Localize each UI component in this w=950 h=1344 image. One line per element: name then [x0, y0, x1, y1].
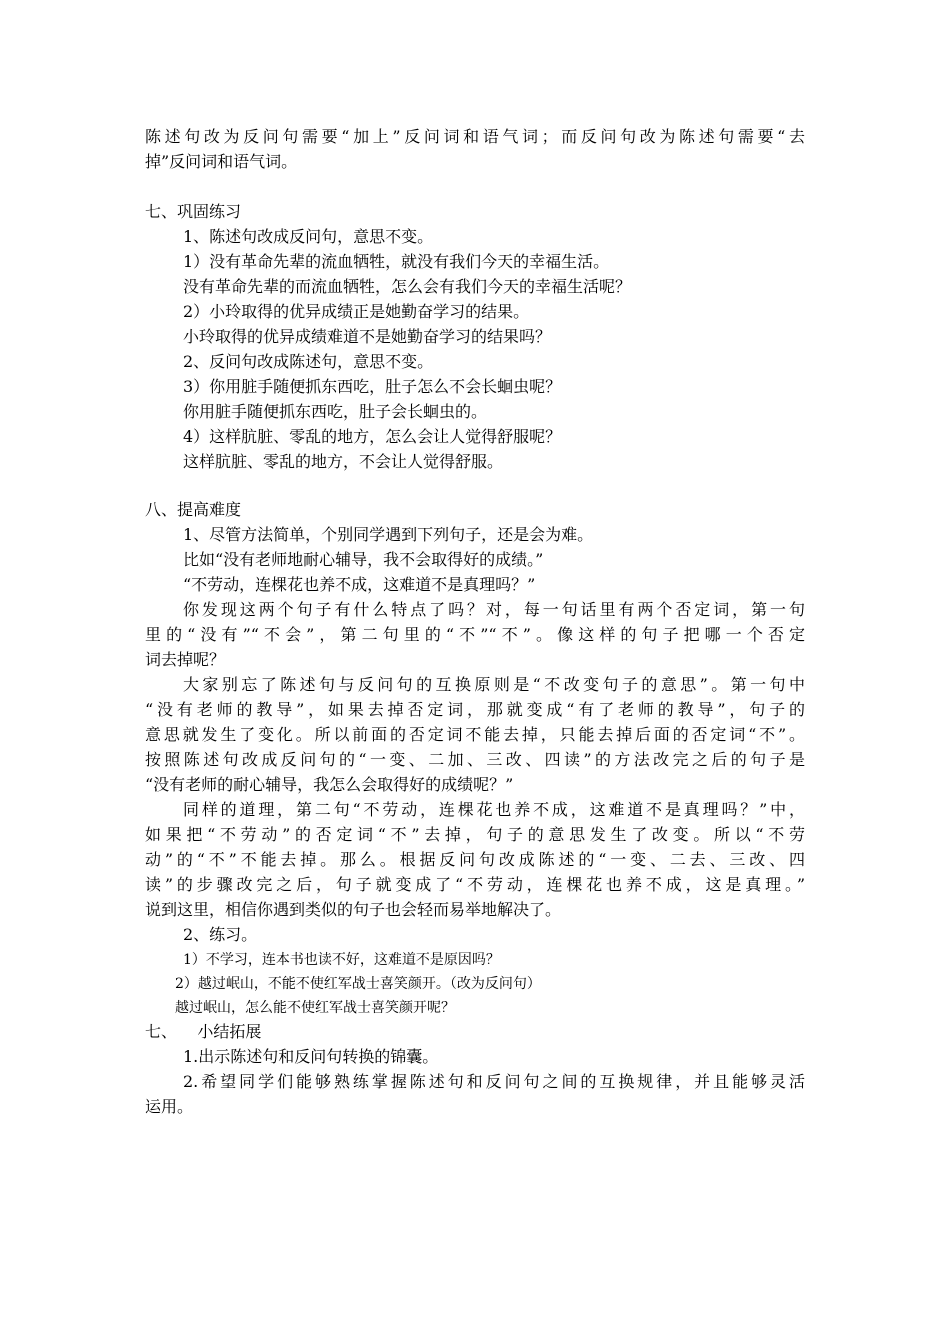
practice-q1: 1）不学习，连本书也读不好，这难道不是原因吗？: [183, 952, 500, 968]
exercise-1-heading: 1、陈述句改成反问句，意思不变。: [183, 227, 434, 246]
paragraph-2-line-5: “没有老师的耐心辅导，我怎么会取得好的成绩呢？”: [145, 775, 514, 794]
exercise-1-a1: 没有革命先辈的而流血牺牲，怎么会有我们今天的幸福生活呢？: [183, 277, 632, 296]
difficulty-example-1: 比如“没有老师地耐心辅导，我不会取得好的成绩。”: [183, 550, 544, 569]
paragraph-3-line-2: 如果把“不劳动”的否定词“不”去掉，句子的意思发生了改变。所以“不劳: [145, 825, 805, 844]
paragraph-2-line-4: 按照陈述句改成反问句的“一变、二加、三改、四读”的方法改完之后的句子是: [145, 750, 805, 769]
exercise-2-q4: 4）这样肮脏、零乱的地方，怎么会让人觉得舒服呢？: [183, 427, 562, 446]
paragraph-1-line-1: 你发现这两个句子有什么特点了吗？对，每一句话里有两个否定词，第一句: [183, 600, 805, 619]
exercise-1-a2: 小玲取得的优异成绩难道不是她勤奋学习的结果吗？: [183, 327, 552, 346]
exercise-2-heading: 2、反问句改成陈述句，意思不变。: [183, 352, 434, 371]
summary-point-2-line-1: 2.希望同学们能够熟练掌握陈述句和反问句之间的互换规律，并且能够灵活: [183, 1072, 805, 1091]
difficulty-example-2: “不劳动，连棵花也养不成，这难道不是真理吗？”: [183, 575, 536, 594]
difficulty-intro: 1、尽管方法简单，个别同学遇到下列句子，还是会为难。: [183, 525, 594, 544]
practice-a2: 越过岷山，怎么能不使红军战士喜笑颜开呢？: [175, 1000, 455, 1016]
exercise-2-a3: 你用脏手随便抓东西吃，肚子会长蛔虫的。: [183, 402, 488, 421]
section-heading-summary: 七、 小结拓展: [145, 1022, 262, 1041]
paragraph-2-line-1: 大家别忘了陈述句与反问句的互换原则是“不改变句子的意思”。第一句中: [183, 675, 805, 694]
practice-heading: 2、练习。: [183, 925, 258, 944]
intro-line-1: 陈述句改为反问句需要“加上”反问词和语气词；而反问句改为陈述句需要“去: [145, 127, 805, 146]
section-heading-difficulty: 八、提高难度: [145, 500, 242, 519]
exercise-1-q1: 1）没有革命先辈的流血牺牲，就没有我们今天的幸福生活。: [183, 252, 610, 271]
exercise-1-q2: 2）小玲取得的优异成绩正是她勤奋学习的结果。: [183, 302, 530, 321]
section-heading-consolidate: 七、巩固练习: [145, 202, 242, 221]
paragraph-2-line-2: “没有老师的教导”，如果去掉否定词，那就变成“有了老师的教导”，句子的: [145, 700, 805, 719]
summary-point-1: 1.出示陈述句和反问句转换的锦囊。: [183, 1047, 439, 1066]
intro-line-2: 掉”反问词和语气词。: [145, 152, 298, 171]
paragraph-2-line-3: 意思就发生了变化。所以前面的否定词不能去掉，只能去掉后面的否定词“不”。: [145, 725, 805, 744]
paragraph-3-line-5: 说到这里，相信你遇到类似的句子也会轻而易举地解决了。: [145, 900, 562, 919]
exercise-2-q3: 3）你用脏手随便抓东西吃，肚子怎么不会长蛔虫呢？: [183, 377, 562, 396]
paragraph-3-line-1: 同样的道理，第二句“不劳动，连棵花也养不成，这难道不是真理吗？”中，: [183, 800, 805, 819]
paragraph-1-line-3: 词去掉呢？: [145, 650, 226, 669]
summary-point-2-line-2: 运用。: [145, 1097, 194, 1116]
exercise-2-a4: 这样肮脏、零乱的地方，不会让人觉得舒服。: [183, 452, 504, 471]
paragraph-1-line-2: 里的“没有”“不会”，第二句里的“不”“不”。像这样的句子把哪一个否定: [145, 625, 805, 644]
practice-q2: 2）越过岷山，不能不使红军战士喜笑颜开。（改为反问句）: [175, 976, 541, 992]
paragraph-3-line-4: 读”的步骤改完之后，句子就变成了“不劳动，连棵花也养不成，这是真理。”: [145, 875, 805, 894]
paragraph-3-line-3: 动”的“不”不能去掉。那么。根据反问句改成陈述的“一变、二去、三改、四: [145, 850, 805, 869]
